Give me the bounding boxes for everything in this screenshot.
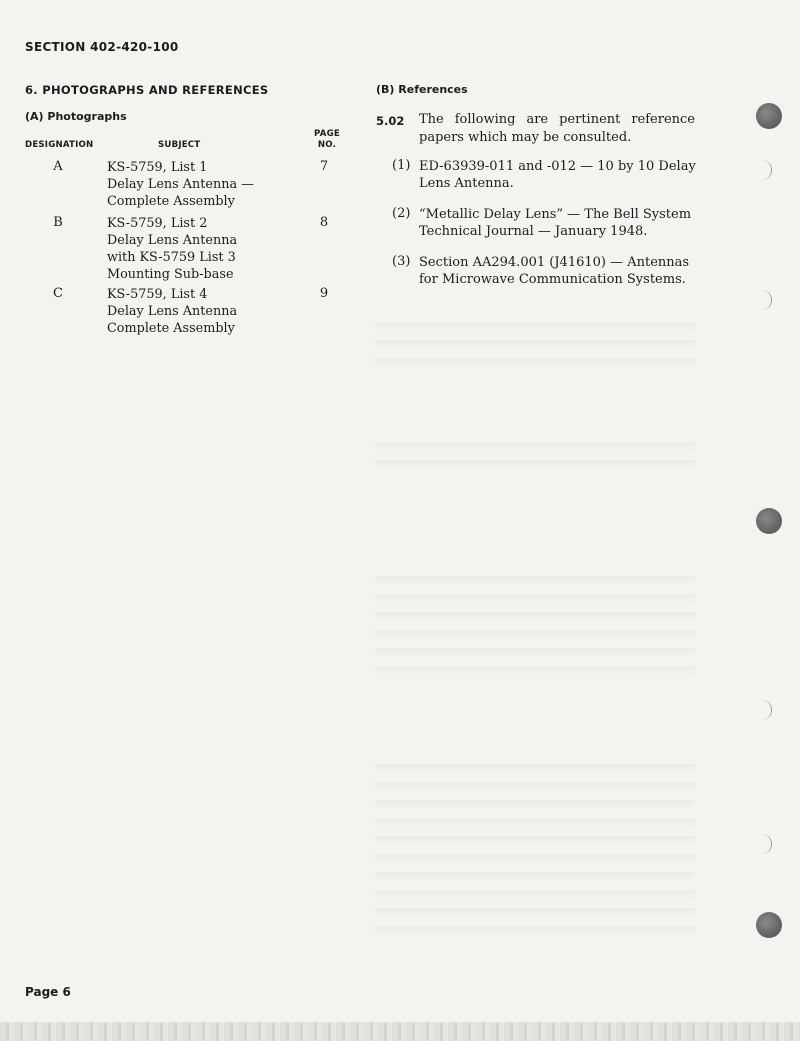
row-subject xyxy=(107,159,307,210)
column-header-page-line1: PAGE xyxy=(314,129,340,139)
subject-line: KS-5759, List 4 xyxy=(107,287,208,302)
subject-line: Delay Lens Antenna — xyxy=(107,177,254,192)
reference-text: “Metallic Delay Lens” — The Bell System Technical Journal — January 1948. xyxy=(419,207,692,239)
subject-line: Complete Assembly xyxy=(107,194,235,209)
row-designation: B xyxy=(53,215,63,230)
section-header: SECTION 402-420-100 xyxy=(25,40,179,54)
subject-line: KS-5759, List 2 xyxy=(107,216,208,231)
section-title: 6. PHOTOGRAPHS AND REFERENCES xyxy=(25,83,269,97)
subject-line: with KS-5759 List 3 xyxy=(107,250,236,265)
photographs-subtitle: (A) Photographs xyxy=(25,110,127,123)
row-subject xyxy=(107,286,307,337)
subject-line: KS-5759, List 1 xyxy=(107,160,208,175)
binder-hole xyxy=(756,912,782,938)
page-number: Page 6 xyxy=(25,985,71,999)
binder-hole xyxy=(756,508,782,534)
column-header-page xyxy=(305,129,349,151)
column-header-designation: DESIGNATION xyxy=(25,140,94,150)
reference-text: ED-63939-011 and -012 — 10 by 10 Delay Lens Antenna. xyxy=(419,159,696,191)
reference-number: (3) xyxy=(392,254,411,269)
paragraph-number: 5.02 xyxy=(376,114,405,128)
subject-line: Delay Lens Antenna xyxy=(107,304,238,319)
subject-line: Complete Assembly xyxy=(107,321,235,336)
row-page: 8 xyxy=(319,215,329,230)
subject-line: Mounting Sub-base xyxy=(107,267,234,282)
row-designation: A xyxy=(53,159,63,174)
binder-hole-shadow xyxy=(757,290,772,310)
row-subject xyxy=(107,215,307,283)
binder-hole-shadow xyxy=(757,834,772,854)
row-page: 9 xyxy=(319,286,329,301)
binder-hole xyxy=(756,103,782,129)
subject-line: Delay Lens Antenna xyxy=(107,233,238,248)
column-header-subject: SUBJECT xyxy=(158,140,201,150)
references-subtitle: (B) References xyxy=(376,83,468,96)
reference-number: (2) xyxy=(392,206,411,221)
reference-number: (1) xyxy=(392,158,411,173)
reference-text: Section AA294.001 (J41610) — Antennas for Microwave Communication Systems. xyxy=(419,255,690,287)
binder-hole-shadow xyxy=(757,700,772,720)
row-page: 7 xyxy=(319,159,329,174)
paragraph-text: The following are pertinent reference papers which may be consulted. xyxy=(419,112,695,145)
row-designation: C xyxy=(53,286,63,301)
column-header-page-line2: NO. xyxy=(317,140,337,150)
scan-edge xyxy=(0,1022,800,1041)
binder-hole-shadow xyxy=(757,160,772,180)
